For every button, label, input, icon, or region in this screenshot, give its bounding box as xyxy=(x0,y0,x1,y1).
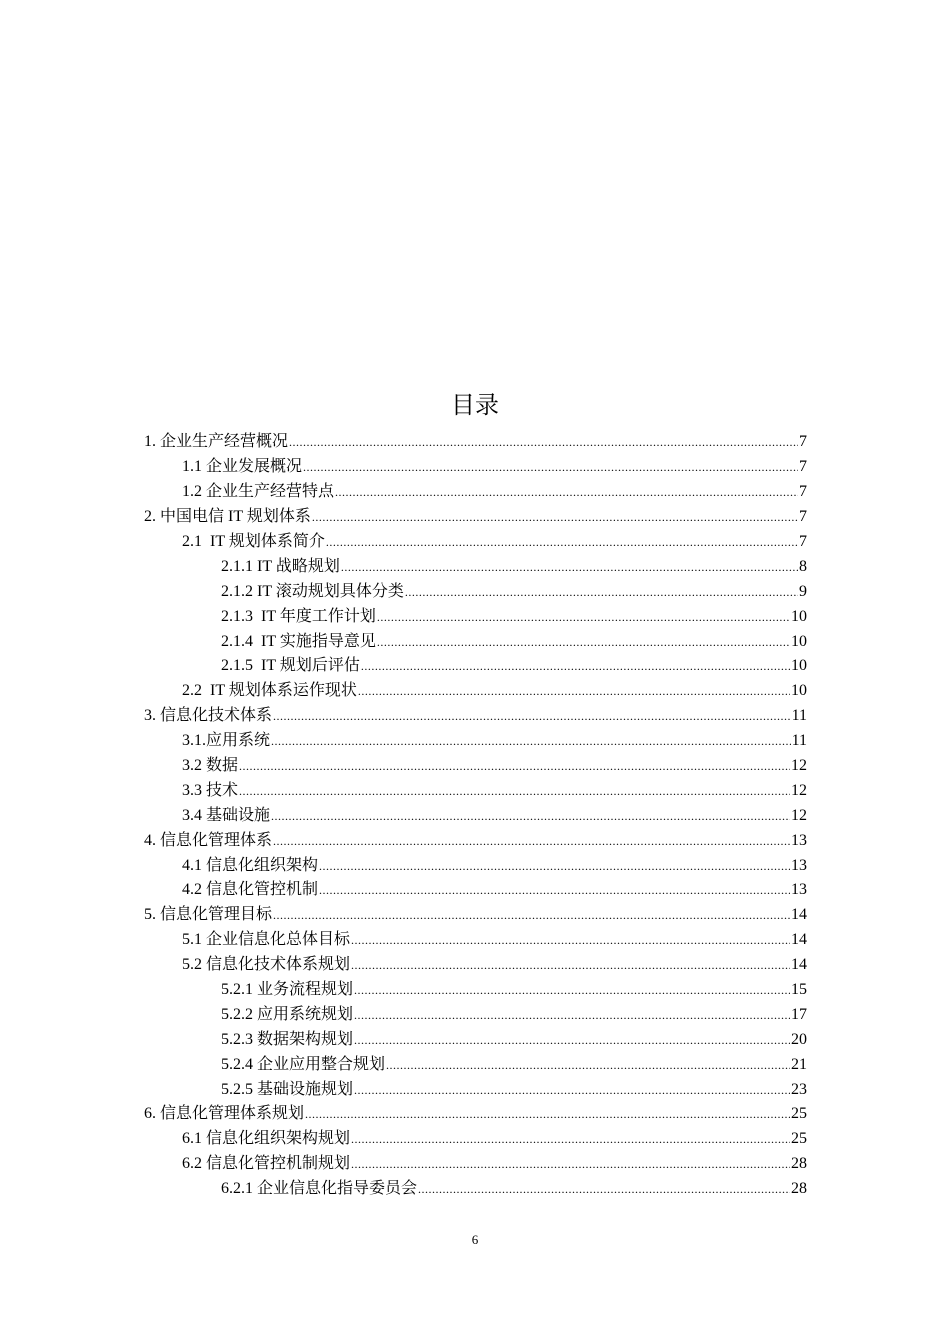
toc-entry-text: 5.2.3 数据架构规划 xyxy=(221,1030,354,1048)
toc-entry-row xyxy=(182,679,950,703)
toc-entry-row xyxy=(221,1078,950,1102)
toc-entry-row xyxy=(182,455,950,479)
toc-entry-page: 14 xyxy=(791,931,807,949)
toc-entry[interactable] xyxy=(0,803,950,828)
toc-entry[interactable] xyxy=(0,554,950,579)
toc-entry-text: 1.1 企业发展概况 xyxy=(182,458,303,476)
toc-entry[interactable] xyxy=(0,878,950,903)
toc-entry-page: 7 xyxy=(799,533,807,550)
toc-entry-page: 8 xyxy=(799,557,807,575)
toc-entry-page: 28 xyxy=(791,1155,807,1173)
toc-entry-text: 4. 信息化管理体系 xyxy=(144,831,273,849)
toc-entry-row xyxy=(221,654,950,678)
toc-entry-page: 25 xyxy=(791,1105,807,1123)
toc-dot-leader xyxy=(271,804,790,828)
toc-entry-row xyxy=(182,804,950,828)
toc-entry-page: 20 xyxy=(791,1030,807,1048)
toc-entry-row xyxy=(182,754,950,778)
toc-dot-leader xyxy=(354,978,790,1002)
toc-entry[interactable] xyxy=(0,978,950,1003)
toc-entry-page: 10 xyxy=(791,632,807,650)
toc-entry-page: 9 xyxy=(799,582,807,600)
toc-title: 目录 xyxy=(451,391,499,419)
toc-dot-leader xyxy=(273,704,791,728)
toc-entry-page: 12 xyxy=(791,757,807,775)
toc-entry-text: 2.1.3 IT 年度工作计划 xyxy=(221,607,376,625)
toc-entry-text: 3.2 数据 xyxy=(182,757,239,775)
toc-dot-leader xyxy=(273,903,790,927)
toc-dot-leader xyxy=(386,1053,790,1077)
toc-entry-text: 6.2.1 企业信息化指导委员会 xyxy=(221,1180,418,1198)
toc-entry-row xyxy=(221,1053,950,1077)
toc-entry-text: 1. 企业生产经营概况 xyxy=(144,433,289,451)
toc-entry-text: 2.1 IT 规划体系简介 xyxy=(182,533,325,550)
toc-entry-row xyxy=(221,1028,950,1052)
toc-entry-page: 7 xyxy=(799,458,807,476)
toc-dot-leader xyxy=(326,530,798,554)
toc-dot-leader xyxy=(354,1003,790,1027)
toc-entry-row xyxy=(221,1177,950,1201)
toc-entry-page: 7 xyxy=(799,433,807,451)
toc-entry-page: 7 xyxy=(799,508,807,526)
toc-entry-text: 2.1.2 IT 滚动规划具体分类 xyxy=(221,582,404,600)
toc-dot-leader xyxy=(341,555,798,579)
toc-entry-text: 2.1.1 IT 战略规划 xyxy=(221,557,340,575)
toc-entry[interactable] xyxy=(0,778,950,803)
toc-entry-row xyxy=(182,729,950,753)
toc-entry[interactable] xyxy=(0,853,950,878)
toc-entry-text: 4.2 信息化管控机制 xyxy=(182,881,319,899)
toc-dot-leader xyxy=(377,630,790,654)
toc-entry[interactable] xyxy=(0,679,950,704)
toc-entry-row xyxy=(221,630,950,654)
page-number: 6 xyxy=(471,1232,479,1247)
toc-entry-page: 11 xyxy=(791,707,807,725)
toc-entry[interactable] xyxy=(0,430,950,455)
toc-dot-leader xyxy=(405,580,798,604)
toc-entry-text: 3.1.应用系统 xyxy=(182,732,271,750)
toc-entry-text: 4.1 信息化组织架构 xyxy=(182,856,319,874)
toc-entry-text: 2.1.4 IT 实施指导意见 xyxy=(221,632,376,650)
toc-entry-row xyxy=(182,928,950,952)
toc-entry-row xyxy=(221,605,950,629)
toc-entry[interactable] xyxy=(0,953,950,978)
toc-entry[interactable] xyxy=(0,1002,950,1027)
toc-entry-page: 17 xyxy=(791,1005,807,1023)
toc-entry-page: 14 xyxy=(791,906,807,924)
toc-entry-page: 10 xyxy=(791,607,807,625)
toc-entry[interactable] xyxy=(0,1102,950,1127)
toc-entry-row xyxy=(144,903,950,927)
toc-entry[interactable] xyxy=(0,1052,950,1077)
toc-entry-page: 10 xyxy=(791,682,807,700)
toc-entry-page: 14 xyxy=(791,956,807,974)
toc-entry[interactable] xyxy=(0,729,950,754)
toc-entry[interactable] xyxy=(0,629,950,654)
toc-dot-leader xyxy=(354,1028,790,1052)
toc-entry-page: 25 xyxy=(791,1130,807,1148)
toc-dot-leader xyxy=(312,505,798,529)
toc-entry-page: 15 xyxy=(791,981,807,999)
toc-entry-text: 2.1.5 IT 规划后评估 xyxy=(221,657,360,675)
toc-dot-leader xyxy=(351,1127,790,1151)
toc-entry-row xyxy=(144,704,950,728)
toc-entry-row xyxy=(182,779,950,803)
toc-entry-row xyxy=(221,555,950,579)
toc-dot-leader xyxy=(418,1177,790,1201)
toc-entry[interactable] xyxy=(0,505,950,530)
toc-entry-text: 5.2.4 企业应用整合规划 xyxy=(221,1055,386,1073)
toc-dot-leader xyxy=(271,729,791,753)
toc-entry-row xyxy=(182,878,950,902)
toc-entry[interactable] xyxy=(0,1077,950,1102)
toc-entry[interactable] xyxy=(0,1027,950,1052)
toc-dot-leader xyxy=(377,605,790,629)
toc-entry-text: 3. 信息化技术体系 xyxy=(144,707,273,725)
toc-entry-page: 13 xyxy=(791,856,807,874)
toc-entry[interactable] xyxy=(0,480,950,505)
toc-entry-page: 7 xyxy=(799,483,807,501)
toc-entry[interactable] xyxy=(0,903,950,928)
toc-entry-row xyxy=(221,1003,950,1027)
toc-entry[interactable] xyxy=(0,1152,950,1177)
toc-entry[interactable] xyxy=(0,579,950,604)
toc-entry[interactable] xyxy=(0,1127,950,1152)
toc-entry[interactable] xyxy=(0,928,950,953)
toc-entry-text: 6.1 信息化组织架构规划 xyxy=(182,1130,351,1148)
toc-entry-row xyxy=(144,829,950,853)
toc-dot-leader xyxy=(239,754,790,778)
toc-entry-text: 5.2.2 应用系统规划 xyxy=(221,1005,354,1023)
toc-entry-text: 2.2 IT 规划体系运作现状 xyxy=(182,682,357,700)
toc-list xyxy=(0,430,950,1202)
toc-entry-page: 12 xyxy=(791,781,807,799)
toc-dot-leader xyxy=(351,928,790,952)
toc-entry-text: 3.3 技术 xyxy=(182,781,239,799)
toc-dot-leader xyxy=(289,430,798,454)
toc-entry-text: 1.2 企业生产经营特点 xyxy=(182,483,335,501)
toc-entry-row xyxy=(182,854,950,878)
toc-dot-leader xyxy=(319,878,790,902)
toc-entry[interactable] xyxy=(0,654,950,679)
toc-entry-text: 5.1 企业信息化总体目标 xyxy=(182,931,351,949)
toc-entry-text: 6.2 信息化管控机制规划 xyxy=(182,1155,351,1173)
toc-entry-row xyxy=(182,530,950,554)
toc-entry-row xyxy=(182,953,950,977)
toc-entry[interactable] xyxy=(0,1177,950,1202)
toc-dot-leader xyxy=(335,480,798,504)
toc-entry-row xyxy=(144,430,950,454)
toc-dot-leader xyxy=(273,829,790,853)
toc-entry-page: 13 xyxy=(791,881,807,899)
toc-entry-text: 3.4 基础设施 xyxy=(182,806,271,824)
toc-entry-row xyxy=(144,1102,950,1126)
toc-entry-row xyxy=(182,1127,950,1151)
toc-dot-leader xyxy=(354,1078,790,1102)
toc-entry[interactable] xyxy=(0,704,950,729)
toc-entry[interactable] xyxy=(0,530,950,555)
toc-entry-row xyxy=(221,978,950,1002)
toc-entry-row xyxy=(221,580,950,604)
toc-dot-leader xyxy=(303,455,798,479)
toc-entry-page: 28 xyxy=(791,1180,807,1198)
toc-entry-page: 12 xyxy=(791,806,807,824)
toc-entry-page: 13 xyxy=(791,831,807,849)
toc-entry-page: 21 xyxy=(791,1055,807,1073)
toc-entry-page: 10 xyxy=(791,657,807,675)
toc-entry-text: 5. 信息化管理目标 xyxy=(144,906,273,924)
toc-entry-text: 5.2.1 业务流程规划 xyxy=(221,981,354,999)
toc-entry-text: 5.2.5 基础设施规划 xyxy=(221,1080,354,1098)
toc-entry-row xyxy=(144,505,950,529)
toc-entry[interactable] xyxy=(0,604,950,629)
toc-dot-leader xyxy=(319,854,790,878)
toc-entry[interactable] xyxy=(0,455,950,480)
toc-dot-leader xyxy=(361,654,790,678)
toc-entry[interactable] xyxy=(0,828,950,853)
toc-entry-row xyxy=(182,1152,950,1176)
toc-dot-leader xyxy=(351,1152,790,1176)
toc-entry-page: 11 xyxy=(791,732,807,750)
toc-entry-text: 6. 信息化管理体系规划 xyxy=(144,1105,305,1123)
toc-dot-leader xyxy=(239,779,790,803)
toc-entry-page: 23 xyxy=(791,1080,807,1098)
toc-entry-row xyxy=(182,480,950,504)
toc-dot-leader xyxy=(305,1102,790,1126)
toc-dot-leader xyxy=(351,953,790,977)
toc-entry[interactable] xyxy=(0,754,950,779)
toc-dot-leader xyxy=(358,679,790,703)
toc-entry-text: 5.2 信息化技术体系规划 xyxy=(182,956,351,974)
toc-entry-text: 2. 中国电信 IT 规划体系 xyxy=(144,508,311,526)
